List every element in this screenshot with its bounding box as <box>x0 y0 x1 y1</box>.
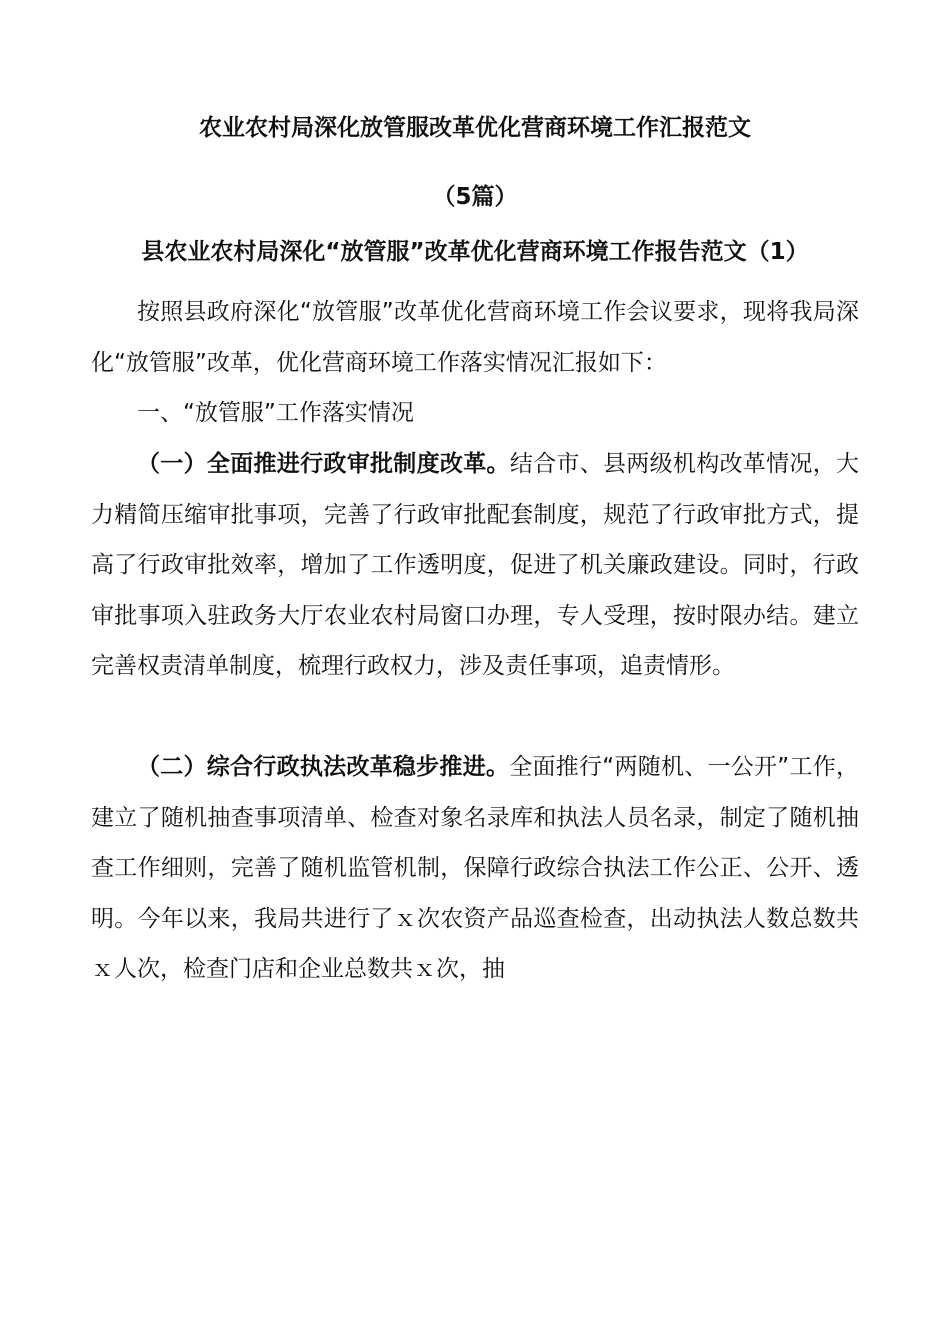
paragraph-item-1-lead: （一）全面推进行政审批制度改革。 <box>137 451 510 477</box>
paragraph-item-1 <box>91 439 859 692</box>
paragraph-intro-text: 按照县政府深化“放管服”改革优化营商环境工作会议要求，现将我局深化“放管服”改革，优化营商环境工作落实情况汇报如下： <box>91 299 859 376</box>
paragraph-item-2 <box>91 742 859 995</box>
paragraph-heading-1-text: 一、“放管服”工作落实情况 <box>137 400 414 426</box>
paragraph-item-2-lead: （二）综合行政执法改革稳步推进。 <box>137 754 510 780</box>
paragraph-intro <box>91 287 859 388</box>
paragraph-item-1-text: 结合市、县两级机构改革情况，大力精简压缩审批事项，完善了行政审批配套制度，规范了行政审批方式，提高了行政审批效率，增加了工作透明度，促进了机关廉政建设。同时，行政审批事项入驻政务大厅农业农村局窗口办理，专人受理，按时限办结。建立完善权责清单制度，梳理行政权力，涉及责任事项，追责情形。 <box>91 451 860 679</box>
paragraph-heading-1 <box>91 388 859 439</box>
document-title-count: （5篇） <box>432 184 518 210</box>
paragraph-item-2-text: 全面推行“两随机、一公开”工作，建立了随机抽查事项清单、检查对象名录库和执法人员名录，制定了随机抽查工作细则，完善了随机监管机制，保障行政综合执法工作公正、公开、透明。今年以来，我局共进行了ｘ次农资产品巡查检查，出动执法人数总数共ｘ人次，检查门店和企业总数共ｘ次，抽 <box>91 754 859 982</box>
document-title: 农业农村局深化放管服改革优化营商环境工作汇报范文 <box>199 115 751 141</box>
section-title: 县农业农村局深化“放管服”改革优化营商环境工作报告范文（1） <box>141 239 809 265</box>
